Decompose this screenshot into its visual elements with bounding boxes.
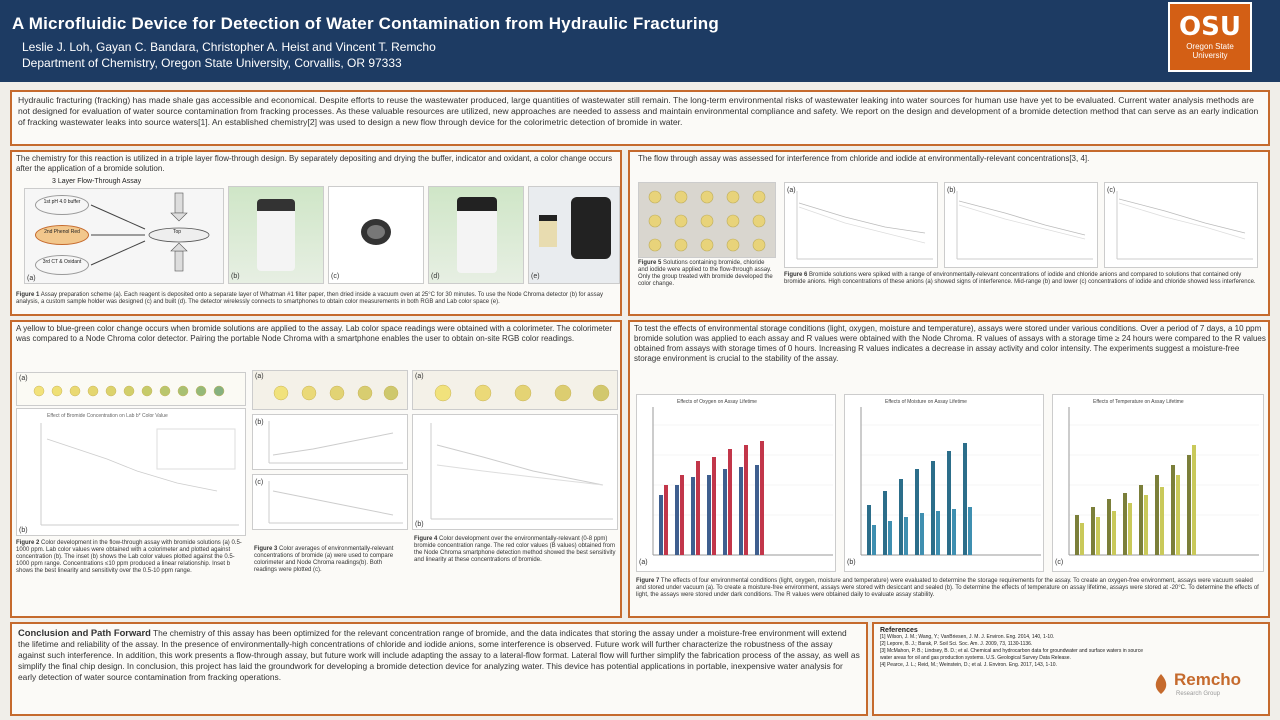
schematic-arrows xyxy=(25,189,225,285)
authors: Leslie J. Loh, Gayan C. Bandara, Christopher A. Heist and Vincent T. Remcho xyxy=(22,40,436,54)
logo-text: OSU xyxy=(1179,12,1241,42)
layer-buffer: 1st pH 4.0 buffer xyxy=(35,195,89,215)
fig6-label-c: (c) xyxy=(1107,187,1116,194)
references-panel xyxy=(872,622,1270,716)
figure4-caption: Figure 4 Color development over the environmentally-relevant (0-8 ppm) bromide concentration range. The red color values (B values) obtained from the Node Chroma smartphone detection method showed the best sensitivity and linearity at these concentrations of bromide. xyxy=(414,536,616,563)
lab-color-chart xyxy=(16,408,246,536)
fig1-label-d: (d) xyxy=(431,273,440,280)
oxygen-chart xyxy=(636,394,836,572)
assembled-device-image xyxy=(457,197,497,273)
references-heading: References xyxy=(880,627,918,634)
moisture-bars xyxy=(845,395,1045,573)
chart-c-lines xyxy=(1105,183,1259,269)
interference-chart-a xyxy=(784,182,938,268)
fig3-label-a: (a) xyxy=(255,373,264,380)
department: Department of Chemistry, Oregon State University, Corvallis, OR 97333 xyxy=(22,56,402,70)
intro-text: Hydraulic fracturing (fracking) has made shale gas accessible and economical. Despite efforts to reuse the wastewater produced, large quantities of wastewater still remain. The long-term environmental risks of wastewater leaking into water sources for human use have yet to be evaluated. Current water analysis methods are not designed for evaluation of water source contamination from fracking processes. As these valuable resources are utilized, new approaches are needed to assess and maintain environmental compliance and safety. We report on the design and development of a bromide detection method that can serve as an early indication of fracking wastewater leaks into source waters[1]. An established chemistry[2] was used to design a new flow through device for the colorimetric detection of bromide in water. xyxy=(18,95,1259,127)
node-chroma-chart xyxy=(412,414,618,530)
chroma-device-image xyxy=(257,199,295,271)
panel-storage-conditions xyxy=(628,320,1270,618)
panel2-text: The flow through assay was assessed for interference from chloride and iodide at environmentally-relevant concentrations[3, 4]. xyxy=(638,154,1090,163)
figure2-caption: Figure 2 Color development in the flow-through assay with bromide solutions (a) 0.5-1000 ppm. Lab color values were obtained with a colorimeter and plotted against concentration (b). The inset (b) shows the Lab color values plotted against the 0.5-1000 ppm range. Concentrations ≤10 ppm produced a linear relationship. Inset b shows the best linearity and sensitivity over the 0.5-10 ppm range. xyxy=(16,540,242,574)
panel1-text: The chemistry for this reaction is utilized in a triple layer flow-through design. By separately depositing and drying the buffer, indicator and oxidant, a color change occurs after the application of a bromide solution. xyxy=(16,154,613,173)
smartphone-photo xyxy=(528,186,620,284)
layer-indicator: 2nd Phenol Red xyxy=(35,225,89,245)
fig1-label-c: (c) xyxy=(331,273,340,280)
fig7-label-c: (c) xyxy=(1055,559,1064,566)
logo-subtext: Oregon State University xyxy=(1186,42,1234,60)
color-strip-dots xyxy=(17,373,247,407)
fig7-label-b: (b) xyxy=(847,559,856,566)
fig4-label-a: (a) xyxy=(415,373,424,380)
fig4-label-b: (b) xyxy=(415,521,424,528)
panel-color-development xyxy=(10,320,622,618)
sample-holder-photo xyxy=(328,186,424,284)
chart-b-plot xyxy=(253,415,409,471)
conclusion-panel xyxy=(10,622,868,716)
fig1-label-e: (e) xyxy=(531,273,540,280)
temperature-chart xyxy=(1052,394,1264,572)
panel3-text: A yellow to blue-green color change occurs when bromide solutions are applied to the assay. Lab color space readings were obtained with a colorimeter. The colorimeter was compared to a Node Chroma color detector. Pairing the portable Node Chroma with a smartphone enables the user to obtain on-site RGB color readings. xyxy=(16,324,613,343)
lab-name: Remcho xyxy=(1174,670,1242,689)
node-chroma-plot xyxy=(413,415,619,531)
fig2-label-b: (b) xyxy=(19,527,28,534)
oxygen-chart-title: Effects of Oxygen on Assay Lifetime xyxy=(677,399,757,405)
oxygen-bars xyxy=(637,395,837,573)
intro-panel xyxy=(10,90,1270,146)
temperature-chart-title: Effects of Temperature on Assay Lifetime xyxy=(1093,399,1184,405)
fig3-label-c: (c) xyxy=(255,479,264,486)
lab-chart-plot xyxy=(17,409,247,537)
interference-chart-c xyxy=(1104,182,1258,268)
phone-image xyxy=(571,197,611,259)
figure3-caption: Figure 3 Color averages of environmentally-relevant concentrations of bromide (a) were used to compare colorimeter and Node Chroma readings(b). Both readings were plotted (c). xyxy=(254,546,394,573)
colorimeter-chart-c xyxy=(252,474,408,530)
chart-b-lines xyxy=(945,183,1099,269)
fig6-label-a: (a) xyxy=(787,187,796,194)
colorimeter-dots xyxy=(253,371,409,411)
diagram-title: 3 Layer Flow-Through Assay xyxy=(52,178,142,185)
lab-chart-title: Effect of Bromide Concentration on Lab b* Color Value xyxy=(47,413,168,419)
figure7-caption: Figure 7 The effects of four environmental conditions (light, oxygen, moisture and temperature) were evaluated to determine the storage requirements for the assay. To create an oxygen-free environment, assays were vacuum sealed and stored under vacuum (a). To create a moisture-free environment, assays were stored with desiccant and sealed (b). To determine the effects of temperature on assay lifetime, assays were stored at -20°C. To determine the effects of light, the assays were stored under dark conditions. The R values were obtained daily to evaluate assay stability. xyxy=(636,578,1259,598)
panel-interference xyxy=(628,150,1270,316)
poster-header xyxy=(0,0,1280,82)
interference-chart-b xyxy=(944,182,1098,268)
lab-sub: Research Group xyxy=(1176,691,1221,697)
assay-grid xyxy=(639,183,777,259)
interference-assays-photo xyxy=(638,182,776,258)
fig1-label-a: (a) xyxy=(27,275,36,282)
moisture-chart-title: Effects of Moisture on Assay Lifetime xyxy=(885,399,967,405)
reference-1: [1] Wilson, J. M.; Wang, Y.; VanBriesen, J. M. J. Environ. Eng. 2014, 140, 1-10. xyxy=(880,634,1055,640)
conclusion-text-block xyxy=(18,627,860,683)
node-chroma-photo xyxy=(228,186,324,284)
node-chroma-strip xyxy=(412,370,618,410)
colorimeter-chart-b xyxy=(252,414,408,470)
moisture-chart xyxy=(844,394,1044,572)
osu-logo xyxy=(1168,2,1252,72)
panel-chemistry xyxy=(10,150,622,316)
conclusion-text: The chemistry of this assay has been optimized for the relevant concentration range of bromide, and the data indicates that storing the assay under a moisture-free environment will extend the lifetime and reliability of the assay. In the presence of environmentally-high concentrations of chloride and iodide anions, some interference is observed. Future work will further characterize the robustness of the assay against such interference. In addition, this work presents a flow-through assay, but future work will include adapting the assay to a lateral-flow format. Lateral flow will further simplify the fabrication process of the assay, as well as simplify the final chip design. In conclusion, this project has laid the groundwork for developing a bromide detection device for analyzing water. This device has potential applications in portable, inexpensive water analysis for early detection of water source contamination from fracking operations. xyxy=(18,628,860,682)
chart-c-plot xyxy=(253,475,409,531)
node-chroma-dots xyxy=(413,371,619,411)
reference-2: [2] Lepore, B. J.; Barak, P. Soil Sci. Soc. Am. J. 2009, 73, 1130-1136. xyxy=(880,641,1033,647)
flow-through-schematic xyxy=(24,188,224,284)
panel4-text: To test the effects of environmental storage conditions (light, oxygen, moisture and temperature), assays were stored under various conditions. Over a period of 7 days, a 10 ppm bromide solution was applied to each assay and R values were obtained with the Node Chroma. R values of assays with a storage time ≥ 24 hours were compared to the R values obtained from assays with storage times of 0 hours. Increasing R values indicates a decrease in assay activity and color intensity. The experiments suggest a moisture-free storage environment is crucial to the stability of the assay. xyxy=(634,324,1266,363)
figure6-caption: Figure 6 Bromide solutions were spiked with a range of environmentally-relevant concentrations of iodide and chloride anions and compared to solutions that contained only bromide anions. High concentrations of these anions (a) showed signs of interference. Mid-range (b) and lower (c) concentrations of iodide and chloride showed less interference. xyxy=(784,272,1256,285)
colorimeter-strip xyxy=(252,370,408,410)
fig6-label-b: (b) xyxy=(947,187,956,194)
poster-title: A Microfluidic Device for Detection of Water Contamination from Hydraulic Fracturing xyxy=(12,14,719,33)
fig3-label-b: (b) xyxy=(255,419,264,426)
temperature-bars xyxy=(1053,395,1265,573)
conclusion-heading: Conclusion and Path Forward xyxy=(18,627,151,638)
assembled-device-photo xyxy=(428,186,524,284)
holder-ring-image xyxy=(361,219,391,245)
remcho-logo-icon xyxy=(1150,672,1172,696)
figure5-caption: Figure 5 Solutions containing bromide, chloride and iodide were applied to the flow-through assay. Only the group treated with bromide developed the color change. xyxy=(638,260,773,287)
detector-image xyxy=(539,215,557,247)
chart-a-lines xyxy=(785,183,939,269)
figure1-caption: Figure 1 Assay preparation scheme (a). Each reagent is deposited onto a separate layer of Whatman #1 filter paper, then dried inside a vacuum oven at 25°C for 30 minutes. To use the Node Chroma detector (b) for assay analysis, a custom sample holder was designed (c) and built (d). The detector wirelessly connects to smartphones to obtain color measurements in both RGB and Lab color space (e). xyxy=(16,292,603,305)
device-top-label: Top xyxy=(173,229,182,235)
fig1-label-b: (b) xyxy=(231,273,240,280)
remcho-logo xyxy=(1150,666,1260,706)
layer-oxidant: 3rd CT & Oxidant xyxy=(35,255,89,275)
fig7-label-a: (a) xyxy=(639,559,648,566)
reference-3: [3] McMahon, P. B.; Lindsey, B. D.; et al. Chemical and hydrocarbon data for groundwater and surface waters in source water areas for oil and gas production systems. U.S. Geological Survey Data Release. xyxy=(880,648,1144,661)
bromide-color-strip xyxy=(16,372,246,406)
fig2-label-a: (a) xyxy=(19,375,28,382)
reference-4: [4] Pearce, J. L.; Reid, M.; Weinstein, D.; et al. J. Environ. Eng. 2017, 143, 1-10. xyxy=(880,662,1057,668)
